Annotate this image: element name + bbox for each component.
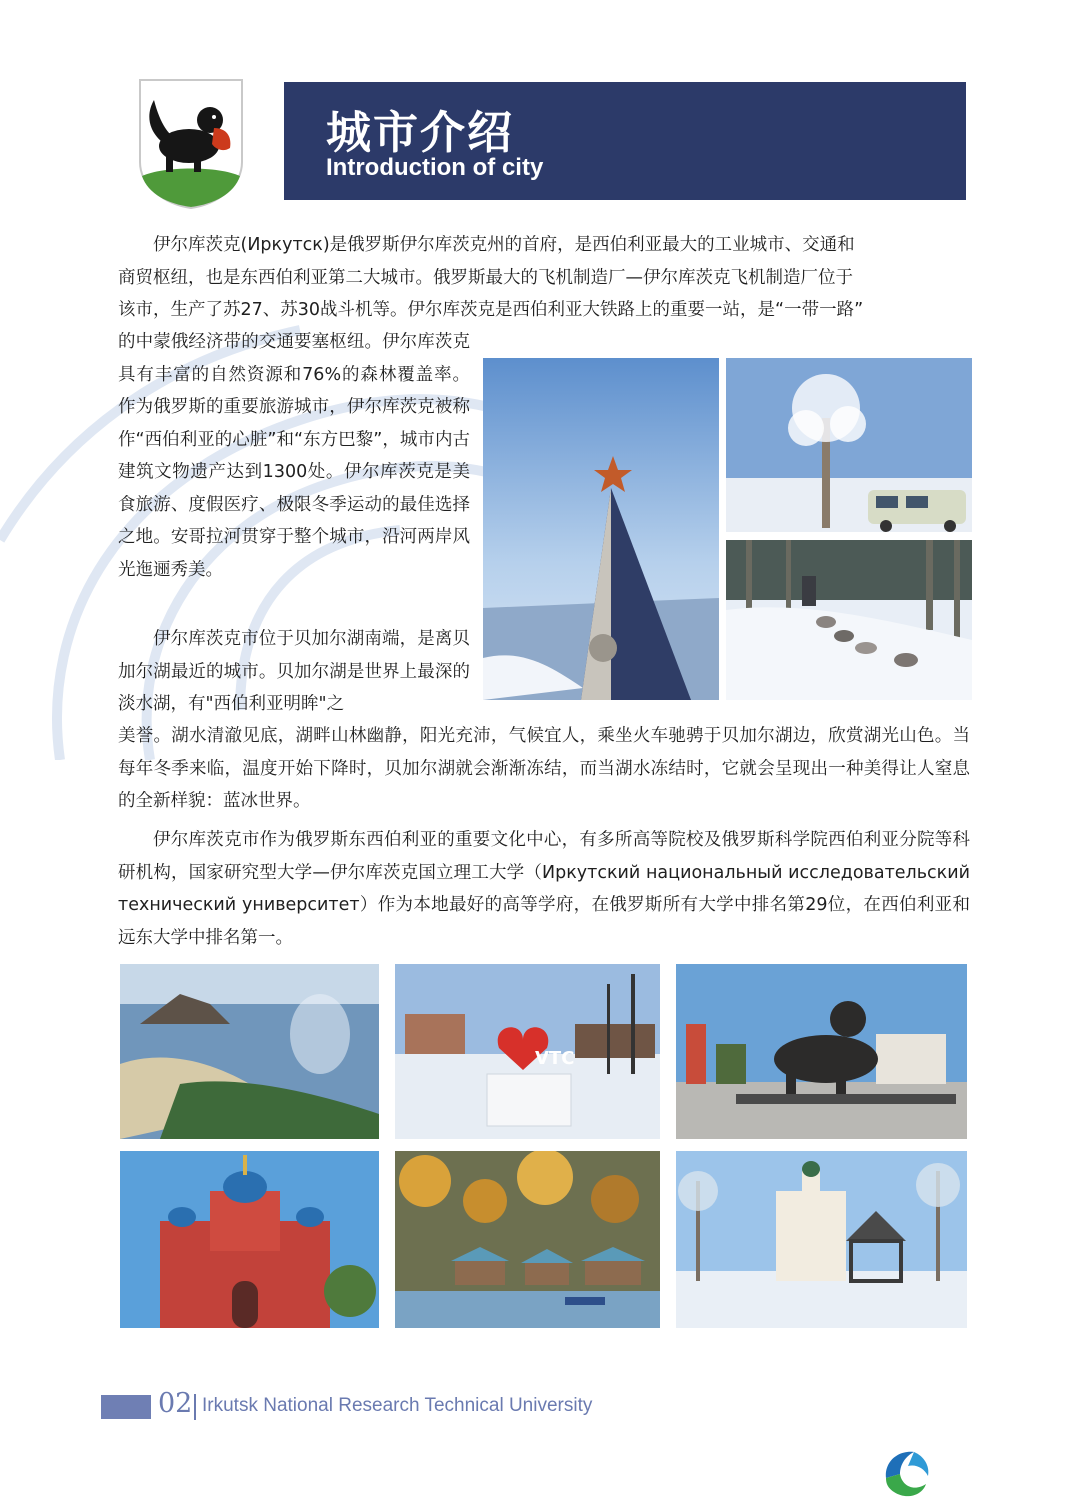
photo-husky-sled [726,540,972,700]
photo-monument-spire [483,358,719,700]
heart-sign-text: VTC [535,1048,575,1069]
photo-baikal-shore [120,964,379,1139]
intro-line-3: 该市，生产了苏27、苏30战斗机等。伊尔库茨克是西伯利亚大铁路上的重要一站，是“一带一路” [118,300,864,320]
university-logo [876,1444,932,1500]
photo-autumn-village [395,1151,660,1328]
photo-babr-statue [676,964,967,1139]
intro-line-2: 商贸枢纽，也是东西伯利亚第二大城市。俄罗斯最大的飞机制造厂—伊尔库茨克飞机制造厂位于 [118,267,853,288]
baikal-paragraph-continued: 美誉。湖水清澈见底，湖畔山林幽静，阳光充沛，气候宜人，乘坐火车驰骋于贝加尔湖边，欣赏湖光山色。当每年冬季来临，温度开始下降时，贝加尔湖就会渐渐冻结，而当湖水冻结时，它就会呈现出一种美得让人窒息的全新样貌：蓝冰世界。 [118,726,970,811]
intro-paragraph-lines [118,229,970,327]
photo-winter-church [676,1151,967,1328]
footer-divider [194,1394,196,1420]
intro-line-1: 伊尔库茨克(Иркутск)是俄罗斯伊尔库茨克州的首府，是西伯利亚最大的工业城市、交通和 [153,235,855,255]
page-number: 02 [158,1388,193,1419]
irkutsk-coat-of-arms [134,76,248,210]
page-subtitle: Introduction of city [326,154,544,181]
footer-accent-bar [101,1395,151,1419]
photo-red-cathedral [120,1151,379,1328]
university-paragraph: 伊尔库茨克市作为俄罗斯东西伯利亚的重要文化中心，有多所高等院校及俄罗斯科学院西伯利亚分院等科研机构，国家研究型大学—伊尔库茨克国立理工大学（Иркутский национальный исследовательский технический университет）作为本地最好的高等学府，在俄罗斯所有大学中排名第29位，在西伯利亚和远东大学中排名第一。 [118,830,970,948]
intro-paragraph-continued: 的中蒙俄经济带的交通要塞枢纽。伊尔库茨克具有丰富的自然资源和76%的森林覆盖率。作为俄罗斯的重要旅游城市，伊尔库茨克被称作“西伯利亚的心脏”和“东方巴黎”，城市内古建筑文物遗产达到1300处。伊尔库茨克是美食旅游、度假医疗、极限冬季运动的最佳选择之地。安哥拉河贯穿于整个城市，沿河两岸风光迤逦秀美。 [118,332,470,580]
photo-frosted-tree-van [726,358,972,532]
footer-university-name: Irkutsk National Research Technical University [202,1395,593,1416]
baikal-paragraph-start: 伊尔库茨克市位于贝加尔湖南端，是离贝加尔湖最近的城市。贝加尔湖是世界上最深的淡水湖，有"西伯利亚明眸"之 [118,629,470,714]
photo-heart-sign-square [395,964,660,1139]
title-banner [284,82,966,200]
page-title: 城市介绍 [326,106,515,159]
